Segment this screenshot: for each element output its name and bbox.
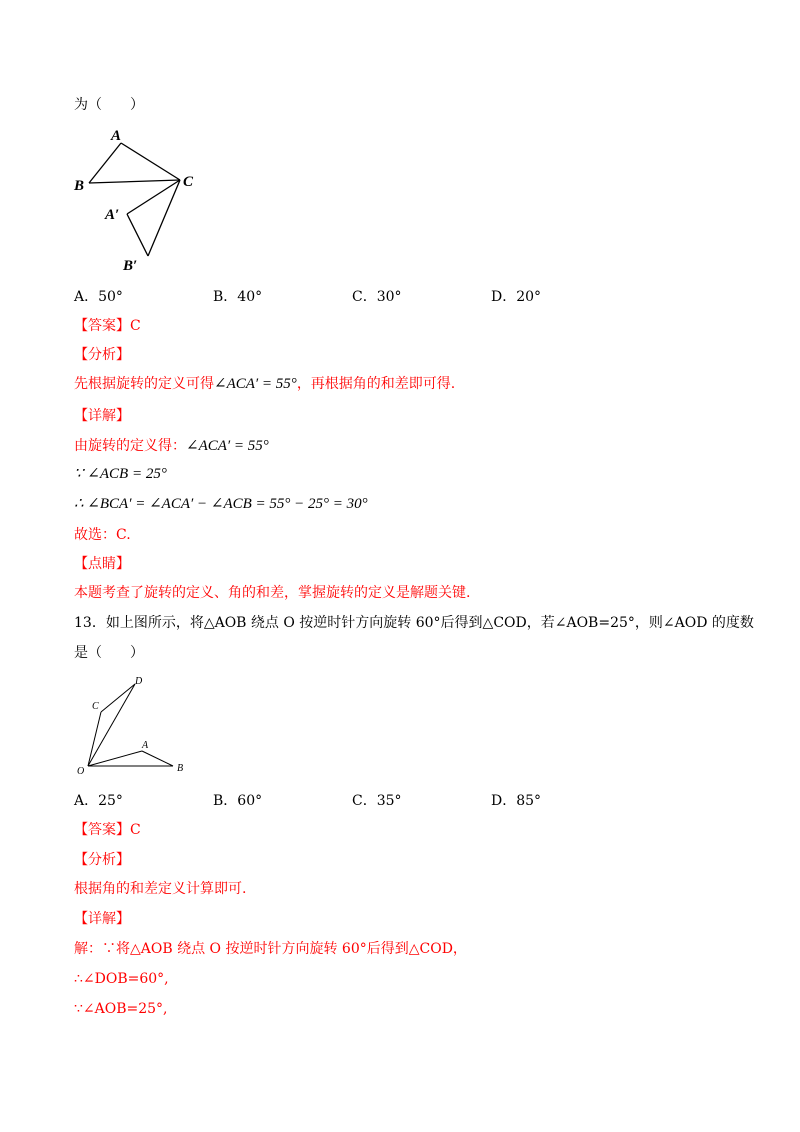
segment-CA1 [127, 180, 180, 214]
analysis-text-post: ，再根据角的和差即可得. [296, 376, 456, 392]
q12-comment-label: 【点睛】 [74, 556, 130, 572]
q13-analysis: 根据角的和差定义计算即可. [74, 881, 247, 897]
q13-option-c: C．35° [352, 793, 402, 809]
q12-rotation-figure [70, 124, 210, 276]
label-A: A [142, 740, 149, 751]
answer-value: C [130, 318, 141, 334]
q12-analysis [74, 375, 455, 393]
q12-stem-tail: 为（ ） [74, 97, 144, 113]
analysis-formula: ∠ACA′ = 55° [214, 376, 297, 392]
q13-analysis-label: 【分析】 [74, 852, 130, 868]
label-C: C [183, 174, 194, 190]
label-B: B [177, 763, 184, 774]
segment-OA [88, 751, 142, 766]
q13-detail-line-2: ∴∠DOB=60°, [74, 971, 169, 987]
q12-detail-line-3: ∴ ∠BCA′ = ∠ACA′ − ∠ACB = 55° − 25° = 30° [74, 496, 368, 512]
q12-answer [74, 317, 141, 335]
q13-option-b: B．60° [213, 793, 263, 809]
q12-detail-line-1 [74, 437, 269, 455]
answer-value: C [130, 822, 141, 838]
segment-OD [88, 684, 135, 766]
segment-CB1 [148, 180, 180, 256]
segment-OC [88, 712, 101, 766]
label-O: O [77, 766, 85, 777]
detail-formula: ∠ACA′ = 55° [186, 438, 269, 454]
q12-option-b: B．40° [213, 289, 263, 305]
q13-detail-label: 【详解】 [74, 911, 130, 927]
segment-AB [142, 751, 173, 766]
q13-answer [74, 821, 141, 839]
label-A-prime: A′ [105, 207, 120, 223]
answer-label: 【答案】 [74, 318, 130, 334]
segment-BC [89, 180, 180, 183]
label-C: C [92, 701, 99, 712]
label-A: A [111, 128, 122, 144]
q12-option-d: D．20° [491, 289, 542, 305]
segment-A1B1 [127, 214, 148, 256]
detail-text: 由旋转的定义得： [74, 438, 186, 454]
q13-option-a: A．25° [74, 793, 123, 809]
q13-stem-line-2: 是（ ） [74, 645, 144, 661]
segment-BA [89, 143, 121, 183]
q12-choose: 故选：C. [74, 527, 131, 543]
label-D: D [135, 676, 143, 687]
q13-rotation-figure [74, 672, 194, 780]
q12-detail-label: 【详解】 [74, 408, 130, 424]
q13-option-d: D．85° [491, 793, 542, 809]
q12-option-a: A．50° [74, 289, 123, 305]
q13-detail-line-1: 解：∵将△AOB 绕点 O 按逆时针方向旋转 60°后得到△COD， [74, 941, 467, 957]
q12-option-c: C．30° [352, 289, 402, 305]
answer-label: 【答案】 [74, 822, 130, 838]
label-B: B [74, 178, 85, 194]
q12-analysis-label: 【分析】 [74, 347, 130, 363]
segment-CD [101, 684, 135, 712]
analysis-text-pre: 先根据旋转的定义可得 [74, 376, 214, 392]
label-B-prime: B′ [123, 258, 138, 274]
q12-detail-line-2: ∵ ∠ACB = 25° [74, 466, 167, 482]
q13-detail-line-3: ∵∠AOB=25°, [74, 1001, 168, 1017]
q12-comment: 本题考查了旋转的定义、角的和差，掌握旋转的定义是解题关键. [74, 585, 471, 601]
segment-AC [121, 143, 180, 180]
q13-stem-line-1: 13．如上图所示，将△AOB 绕点 O 按逆时针方向旋转 60°后得到△COD，若∠AOB=25°，则∠AOD 的度数 [74, 615, 754, 631]
